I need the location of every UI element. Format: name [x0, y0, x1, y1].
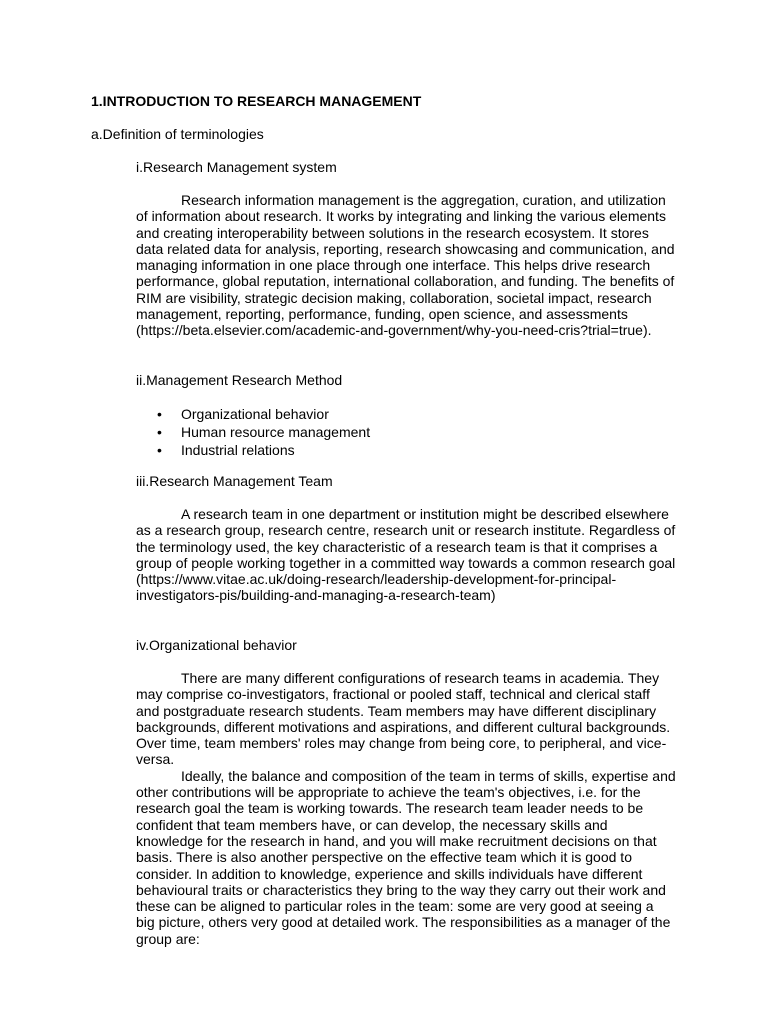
- list-item-label: Industrial relations: [181, 442, 295, 458]
- list-item-label: Human resource management: [181, 424, 371, 440]
- section-a-heading: a.Definition of terminologies: [91, 126, 264, 142]
- paragraph-research-management-team: [136, 506, 676, 604]
- paragraph-research-management-system: [136, 192, 676, 339]
- paragraph-organizational-behavior: [136, 670, 676, 947]
- management-research-method-list: [136, 405, 370, 459]
- paragraph-text: Ideally, the balance and composition of the team in terms of skills, expertise and other contributions will be appropriate to achieve the team's objectives, i.e. for the research goal the team is working towards. The research team leader needs to be confident that team members have, or can develop, the necessary skills and knowledge for the research in hand, and you will make recruitment decisions on that basis. There is also another perspective on the effective team which it is good to consider. In addition to knowledge, experience and skills individuals have different behavioural traits or characteristics they bring to the way they carry out their work and these can be aligned to particular roles in the team: some are very good at seeing a big picture, others very good at detailed work. The responsibilities as a manager of the group are:: [136, 767, 676, 947]
- paragraph-text: A research team in one department or institution might be described elsewhere as a research group, research centre, research unit or research institute. Regardless of the terminology used, the key characteristic of a research team is that it comprises a group of people working together in a committed way towards a common research goal (https://www.vitae.ac.uk/doing-research/leadership-development-for-principal-investigators-pis/building-and-managing-a-research-team): [136, 506, 676, 604]
- list-item: [136, 423, 370, 441]
- list-item-label: Organizational behavior: [181, 406, 329, 422]
- paragraph-text: There are many different configurations of research teams in academia. They may comprise co-investigators, fractional or pooled staff, technical and clerical staff and postgraduate research students. Team members may have different disciplinary backgrounds, different motivations and aspirations, and different cultural backgrounds. Over time, team members' roles may change from being core, to peripheral, and vice-versa.: [136, 670, 671, 768]
- subsection-iii-heading: iii.Research Management Team: [136, 473, 333, 489]
- list-item: [136, 441, 370, 459]
- bullet-icon: •: [157, 424, 162, 440]
- subsection-ii-heading: ii.Management Research Method: [136, 372, 343, 388]
- bullet-icon: •: [157, 442, 162, 458]
- list-item: [136, 405, 370, 423]
- paragraph-text: Research information management is the aggregation, curation, and utilization of information about research. It works by integrating and linking the various elements and creating interoperability between solutions in the research ecosystem. It stores data related data for analysis, reporting, research showcasing and communication, and managing information in one place through one interface. This helps drive research performance, global reputation, international collaboration, and funding. The benefits of RIM are visibility, strategic decision making, collaboration, societal impact, research management, reporting, performance, funding, open science, and assessments (https://beta.elsevier.com/academic-and-government/why-you-need-cris?trial=true).: [136, 192, 675, 339]
- subsection-iv-heading: iv.Organizational behavior: [136, 637, 297, 653]
- document-heading: 1.INTRODUCTION TO RESEARCH MANAGEMENT: [91, 93, 422, 109]
- bullet-icon: •: [157, 406, 162, 422]
- subsection-i-heading: i.Research Management system: [136, 159, 337, 175]
